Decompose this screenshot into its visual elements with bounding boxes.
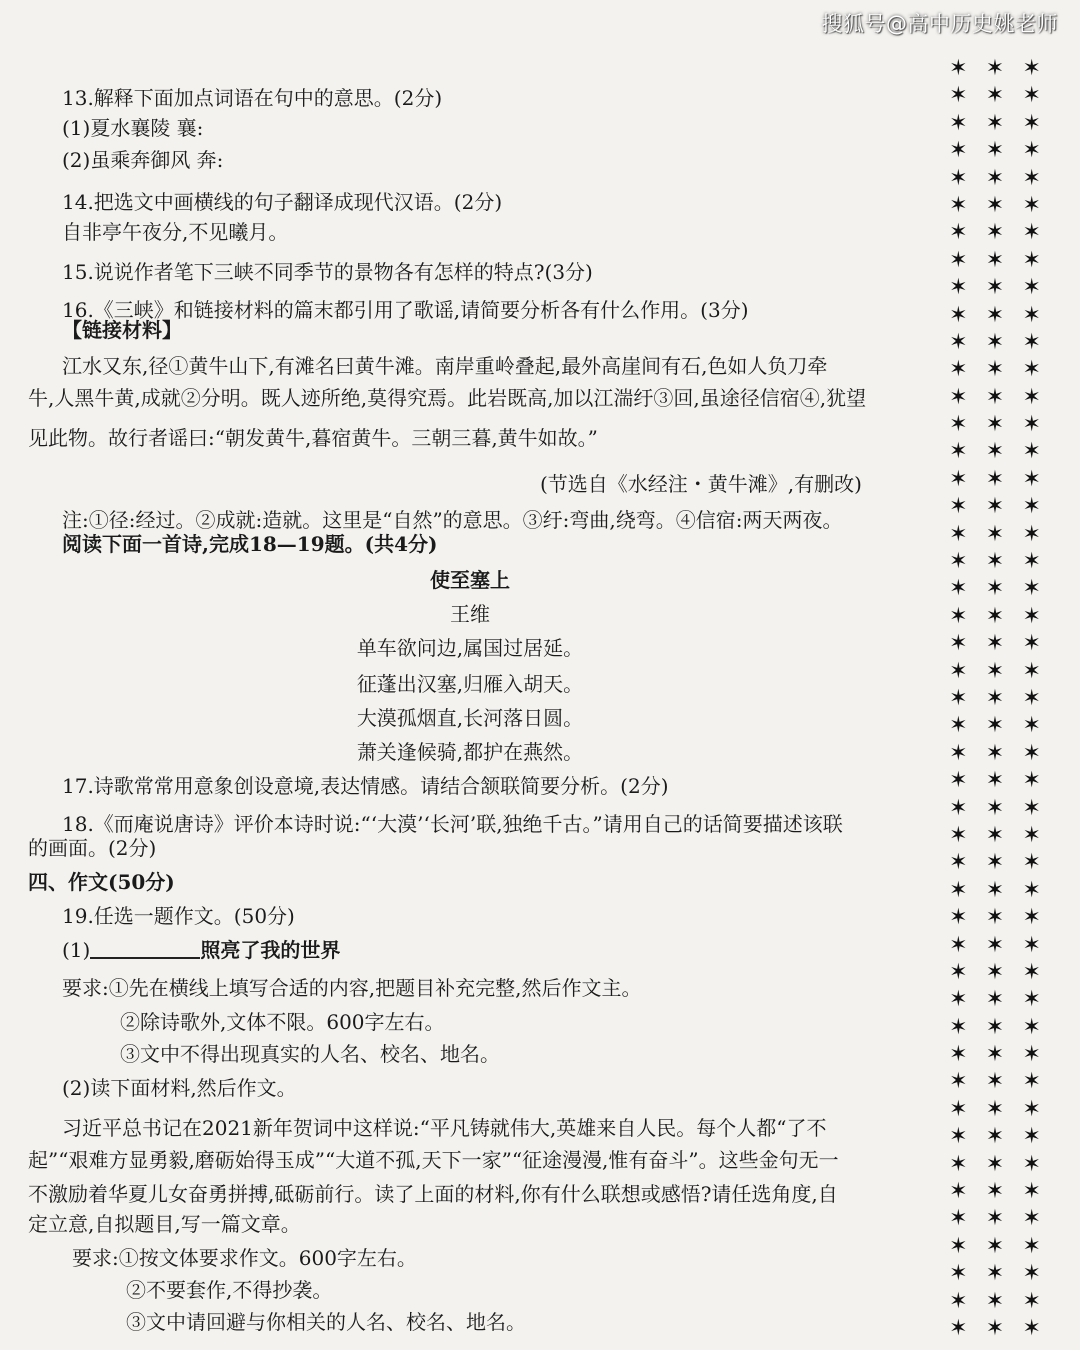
star-icon: ✶	[949, 1206, 968, 1232]
star-icon: ✶	[1022, 1206, 1041, 1232]
star-icon: ✶	[1022, 384, 1041, 410]
star-icon: ✶	[949, 1233, 968, 1259]
star-icon: ✶	[949, 576, 968, 602]
star-icon: ✶	[949, 603, 968, 629]
star-icon: ✶	[1022, 56, 1041, 81]
star-icon: ✶	[1022, 850, 1041, 876]
star-icon: ✶	[1022, 1014, 1041, 1040]
star-icon: ✶	[1022, 631, 1041, 657]
link-material-line-1: 江水又东,径①黄牛山下,有滩名曰黄牛滩。南岸重岭叠起,最外高崖间有石,色如人负刀牵	[62, 354, 828, 378]
star-icon: ✶	[949, 220, 968, 246]
star-icon: ✶	[985, 439, 1005, 465]
star-icon: ✶	[949, 877, 968, 903]
star-icon: ✶	[985, 740, 1005, 766]
star-icon: ✶	[949, 1124, 968, 1150]
binding-stars-border	[940, 55, 1050, 1345]
star-icon: ✶	[949, 740, 968, 766]
star-icon: ✶	[985, 192, 1005, 218]
star-icon: ✶	[1022, 877, 1041, 903]
star-icon: ✶	[985, 302, 1005, 328]
star-icon: ✶	[985, 83, 1005, 109]
star-icon: ✶	[1022, 713, 1041, 739]
q19-topic-1-suffix: 照亮了我的世界	[200, 938, 341, 962]
q19-req-1-item-1: ①先在横线上填写合适的内容,把题目补充完整,然后作文主。	[108, 976, 642, 1000]
q19-req-1	[62, 974, 922, 1002]
star-icon: ✶	[949, 466, 968, 492]
star-icon: ✶	[949, 1261, 968, 1287]
star-icon: ✶	[985, 603, 1005, 629]
star-icon: ✶	[949, 932, 968, 958]
q19-material-line-3: 不激励着华夏儿女奋勇拼搏,砥砺前行。读了上面的材料,你有什么联想或感悟?请任选角度,自	[28, 1182, 838, 1206]
q19-req-2-label: 要求:	[72, 1246, 119, 1270]
star-icon: ✶	[985, 384, 1005, 410]
star-icon: ✶	[1022, 1179, 1041, 1205]
star-icon: ✶	[1022, 275, 1041, 301]
star-icon: ✶	[949, 494, 968, 520]
star-icon: ✶	[985, 494, 1005, 520]
star-icon: ✶	[985, 877, 1005, 903]
star-icon: ✶	[949, 631, 968, 657]
star-icon: ✶	[985, 822, 1005, 848]
q19-req-1-item-3: ③文中不得出现真实的人名、校名、地名。	[120, 1042, 500, 1066]
star-icon: ✶	[949, 1151, 968, 1177]
star-icon: ✶	[1022, 795, 1041, 821]
q15-title: 15.说说作者笔下三峡不同季节的景物各有怎样的特点?(3分)	[62, 260, 593, 284]
watermark: 搜狐号@高中历史姚老师	[821, 12, 1058, 36]
star-icon: ✶	[1022, 932, 1041, 958]
star-icon: ✶	[949, 302, 968, 328]
star-icon: ✶	[1022, 549, 1041, 575]
q19-req-1-item-2: ②除诗歌外,文体不限。600字左右。	[120, 1010, 445, 1034]
star-icon: ✶	[949, 247, 968, 273]
star-icon: ✶	[949, 850, 968, 876]
star-icon: ✶	[985, 56, 1005, 81]
q18-line-2: 的画面。(2分)	[28, 836, 157, 860]
poem-line-3: 大漠孤烟直,长河落日圆。	[356, 706, 584, 730]
star-icon: ✶	[949, 658, 968, 684]
q13-title: 13.解释下面加点词语在句中的意思。(2分)	[62, 86, 443, 110]
star-icon: ✶	[985, 932, 1005, 958]
fill-blank	[90, 937, 200, 959]
star-icon: ✶	[985, 165, 1005, 191]
star-icon: ✶	[1022, 740, 1041, 766]
star-icon: ✶	[949, 83, 968, 109]
link-material-line-2: 牛,人黑牛黄,成就②分明。既人迹所绝,莫得究焉。此岩既高,加以江湍纡③回,虽途径信宿④,犹望	[28, 386, 867, 410]
star-icon: ✶	[1022, 1315, 1041, 1341]
star-icon: ✶	[949, 439, 968, 465]
star-icon: ✶	[949, 713, 968, 739]
star-icon: ✶	[1022, 959, 1041, 985]
star-icon: ✶	[1022, 466, 1041, 492]
star-icon: ✶	[985, 466, 1005, 492]
star-icon: ✶	[985, 220, 1005, 246]
star-icon: ✶	[1022, 220, 1041, 246]
star-icon: ✶	[1022, 1096, 1041, 1122]
star-icon: ✶	[1022, 192, 1041, 218]
q19-topic-1	[62, 936, 922, 964]
star-icon: ✶	[1022, 768, 1041, 794]
star-icon: ✶	[985, 959, 1005, 985]
star-icon: ✶	[949, 987, 968, 1013]
star-icon: ✶	[985, 1288, 1005, 1314]
q16-title: 16.《三峡》和链接材料的篇末都引用了歌谣,请简要分析各有什么作用。(3分)	[62, 298, 749, 322]
star-icon: ✶	[1022, 822, 1041, 848]
star-icon: ✶	[1022, 439, 1041, 465]
q18-line-1: 18.《而庵说唐诗》评价本诗时说:“‘大漠’‘长河’联,独绝千古。”请用自己的话简要描述该联	[62, 812, 843, 836]
star-icon: ✶	[949, 1288, 968, 1314]
poem-line-2: 征蓬出汉塞,归雁入胡天。	[356, 672, 584, 696]
poem-author: 王维	[450, 602, 490, 626]
star-icon: ✶	[985, 905, 1005, 931]
q19-material-line-4: 定立意,自拟题目,写一篇文章。	[28, 1212, 301, 1236]
link-material-notes: 注:①径:经过。②成就:造就。这里是“自然”的意思。③纡:弯曲,绕弯。④信宿:两天两夜。	[62, 508, 843, 532]
star-icon: ✶	[1022, 302, 1041, 328]
star-icon: ✶	[949, 110, 968, 136]
star-icon: ✶	[1022, 1069, 1041, 1095]
star-icon: ✶	[1022, 357, 1041, 383]
star-icon: ✶	[985, 275, 1005, 301]
star-icon: ✶	[949, 905, 968, 931]
q19-topic-1-prefix: (1)	[62, 938, 91, 962]
star-icon: ✶	[985, 1206, 1005, 1232]
link-material-source: (节选自《水经注・黄牛滩》,有删改)	[540, 472, 862, 496]
star-icon: ✶	[985, 768, 1005, 794]
q19-req-2-item-1: ①按文体要求作文。600字左右。	[118, 1246, 417, 1270]
star-icon: ✶	[985, 110, 1005, 136]
star-icon: ✶	[985, 521, 1005, 547]
star-icon: ✶	[949, 822, 968, 848]
star-icon: ✶	[1022, 1233, 1041, 1259]
star-icon: ✶	[949, 549, 968, 575]
star-icon: ✶	[1022, 247, 1041, 273]
star-icon: ✶	[949, 685, 968, 711]
q19-req-2-item-3: ③文中请回避与你相关的人名、校名、地名。	[126, 1310, 526, 1334]
poem-line-4: 萧关逢候骑,都护在燕然。	[356, 740, 584, 764]
star-icon: ✶	[985, 987, 1005, 1013]
star-icon: ✶	[949, 1042, 968, 1068]
q19-req-2	[72, 1244, 932, 1272]
link-material-line-3: 见此物。故行者谣曰:“朝发黄牛,暮宿黄牛。三朝三暮,黄牛如故。”	[28, 426, 598, 450]
star-icon: ✶	[949, 384, 968, 410]
q19-title: 19.任选一题作文。(50分)	[62, 904, 295, 928]
star-icon: ✶	[985, 1151, 1005, 1177]
star-icon: ✶	[1022, 329, 1041, 355]
star-icon: ✶	[949, 1315, 968, 1341]
star-icon: ✶	[1022, 110, 1041, 136]
star-icon: ✶	[985, 1014, 1005, 1040]
star-icon: ✶	[949, 1096, 968, 1122]
star-icon: ✶	[949, 959, 968, 985]
star-icon: ✶	[985, 357, 1005, 383]
star-icon: ✶	[985, 549, 1005, 575]
star-icon: ✶	[1022, 138, 1041, 164]
star-icon: ✶	[1022, 576, 1041, 602]
star-icon: ✶	[985, 247, 1005, 273]
section-4-title: 四、作文(50分)	[28, 870, 175, 894]
star-icon: ✶	[985, 329, 1005, 355]
star-icon: ✶	[985, 1096, 1005, 1122]
star-icon: ✶	[985, 138, 1005, 164]
q14-sentence: 自非亭午夜分,不见曦月。	[62, 220, 289, 244]
q13-item-1: (1)夏水襄陵 襄:	[62, 116, 204, 140]
star-icon: ✶	[985, 713, 1005, 739]
star-icon: ✶	[985, 685, 1005, 711]
star-icon: ✶	[1022, 521, 1041, 547]
star-icon: ✶	[1022, 1288, 1041, 1314]
star-icon: ✶	[985, 1179, 1005, 1205]
q19-material-line-1: 习近平总书记在2021新年贺词中这样说:“平凡铸就伟大,英雄来自人民。每个人都“了不	[62, 1116, 827, 1140]
poem-section-title: 阅读下面一首诗,完成18—19题。(共4分)	[62, 532, 438, 556]
star-icon: ✶	[985, 412, 1005, 438]
star-icon: ✶	[1022, 1124, 1041, 1150]
star-icon: ✶	[1022, 165, 1041, 191]
q19-material-line-2: 起”“艰难方显勇毅,磨砺始得玉成”“大道不孤,天下一家”“征途漫漫,惟有奋斗”。这些金句无一	[28, 1148, 839, 1172]
star-icon: ✶	[985, 1069, 1005, 1095]
star-icon: ✶	[949, 521, 968, 547]
star-icon: ✶	[949, 1179, 968, 1205]
star-icon: ✶	[949, 56, 968, 81]
star-icon: ✶	[949, 192, 968, 218]
q19-req-2-item-2: ②不要套作,不得抄袭。	[126, 1278, 333, 1302]
star-icon: ✶	[949, 329, 968, 355]
q17-title: 17.诗歌常常用意象创设意境,表达情感。请结合颔联简要分析。(2分)	[62, 774, 669, 798]
star-icon: ✶	[985, 1261, 1005, 1287]
q14-title: 14.把选文中画横线的句子翻译成现代汉语。(2分)	[62, 190, 503, 214]
star-icon: ✶	[985, 1124, 1005, 1150]
star-icon: ✶	[985, 1315, 1005, 1341]
star-icon: ✶	[1022, 83, 1041, 109]
star-icon: ✶	[949, 138, 968, 164]
star-icon: ✶	[1022, 658, 1041, 684]
star-icon: ✶	[949, 275, 968, 301]
poem-title: 使至塞上	[430, 568, 510, 592]
star-icon: ✶	[985, 1042, 1005, 1068]
star-icon: ✶	[985, 631, 1005, 657]
star-icon: ✶	[1022, 987, 1041, 1013]
star-icon: ✶	[1022, 603, 1041, 629]
star-icon: ✶	[1022, 905, 1041, 931]
star-icon: ✶	[985, 658, 1005, 684]
star-icon: ✶	[949, 357, 968, 383]
star-icon: ✶	[949, 795, 968, 821]
star-icon: ✶	[949, 768, 968, 794]
star-icon: ✶	[985, 576, 1005, 602]
star-icon: ✶	[1022, 1261, 1041, 1287]
star-icon: ✶	[985, 850, 1005, 876]
star-icon: ✶	[949, 412, 968, 438]
star-icon: ✶	[949, 165, 968, 191]
star-icon: ✶	[1022, 412, 1041, 438]
star-icon: ✶	[949, 1069, 968, 1095]
star-icon: ✶	[1022, 1151, 1041, 1177]
star-icon: ✶	[985, 1233, 1005, 1259]
star-icon: ✶	[949, 1014, 968, 1040]
q13-item-2: (2)虽乘奔御风 奔:	[62, 148, 224, 172]
q19-topic-2: (2)读下面材料,然后作文。	[62, 1076, 297, 1100]
link-material-heading: 【链接材料】	[62, 318, 182, 342]
star-icon: ✶	[1022, 1042, 1041, 1068]
star-icon: ✶	[1022, 494, 1041, 520]
star-icon: ✶	[985, 795, 1005, 821]
star-icon: ✶	[1022, 685, 1041, 711]
poem-line-1: 单车欲问边,属国过居延。	[356, 636, 584, 660]
q19-req-1-label: 要求:	[62, 976, 109, 1000]
